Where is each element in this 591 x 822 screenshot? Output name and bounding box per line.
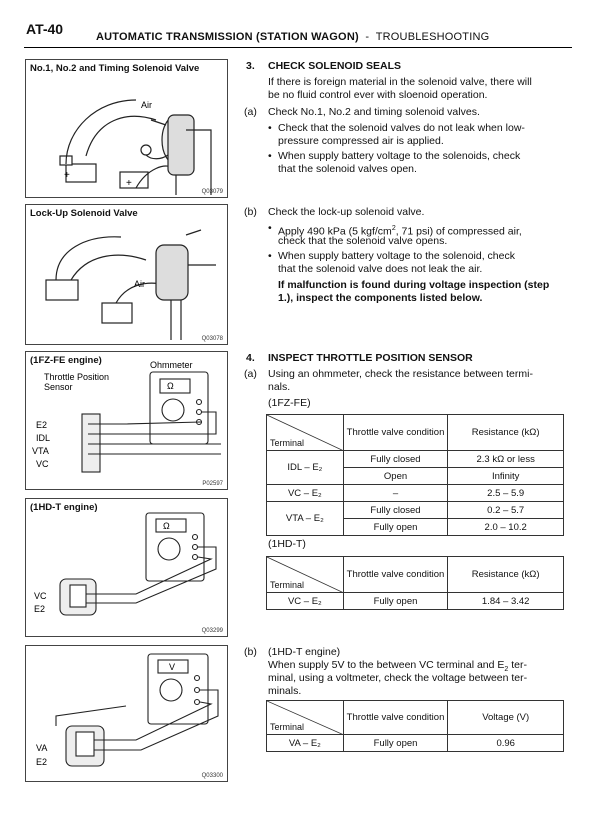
air-label: Air — [134, 279, 145, 289]
table-cell: VC – E₂ — [267, 593, 344, 610]
terminal-header: Terminal — [267, 701, 344, 735]
ohmmeter-1hdt-illustration — [26, 499, 227, 636]
table-cell: Fully open — [343, 593, 448, 610]
resistance-header: Resistance (kΩ) — [448, 415, 564, 451]
figure-code: Q03078 — [201, 336, 223, 342]
table-cell: 0.96 — [448, 735, 564, 752]
page-title — [96, 31, 489, 43]
table-cell: Infinity — [448, 468, 564, 485]
figure-code: Q03079 — [201, 189, 223, 195]
step-b-bullet2-line2: that the solenoid valve does not leak the air. — [278, 263, 483, 275]
figure-code: Q03300 — [201, 773, 223, 779]
table-cell: Fully closed — [343, 451, 448, 468]
section-3-number: 3. — [246, 60, 255, 72]
step-b-text: Check the lock-up solenoid valve. — [268, 206, 425, 218]
voltage-table-1hdt — [266, 700, 564, 752]
condition-header: Throttle valve condition — [343, 701, 448, 735]
step-b-label: (b) — [244, 646, 257, 658]
page-number: AT-40 — [26, 21, 64, 37]
step-a-bullet1-line1: Check that the solenoid valves do not leak when low- — [278, 122, 525, 134]
resistance-table-1hdt — [266, 556, 564, 610]
figure-code: P02597 — [202, 481, 223, 487]
figure-caption: Lock-Up Solenoid Valve — [30, 208, 138, 219]
table-cell: VC – E₂ — [267, 485, 344, 502]
bullet: • — [268, 222, 272, 234]
bullet: • — [268, 250, 272, 262]
table-cell: VA – E₂ — [267, 735, 344, 752]
ohmmeter-illustration — [26, 352, 227, 489]
table-cell: Fully open — [343, 519, 448, 536]
malfunction-note-line1: If malfunction is found during voltage inspection (step — [278, 279, 550, 291]
figure-solenoid-valves — [25, 59, 228, 198]
figure-voltmeter — [25, 645, 228, 782]
section-4-b-line3: minal, using a voltmeter, check the voltage between ter- — [268, 672, 528, 684]
ohmmeter-label: Ohmmeter — [150, 360, 193, 370]
step-a-bullet1-line2: pressure compressed air is applied. — [278, 135, 444, 147]
solenoid-valves-illustration — [26, 60, 227, 197]
figure-1hdt-sensor — [25, 498, 228, 637]
bullet: • — [268, 150, 272, 162]
table-cell: 2.0 – 10.2 — [448, 519, 564, 536]
title-text: AUTOMATIC TRANSMISSION (STATION WAGON) — [96, 31, 359, 43]
step-b-label: (b) — [244, 206, 257, 218]
step-a-bullet2-line1: When supply battery voltage to the solenoids, check — [278, 150, 521, 162]
table-cell: VTA – E₂ — [267, 502, 344, 536]
engine-1fz-label: (1FZ-FE) — [268, 397, 311, 409]
table-cell: 2.5 – 5.9 — [448, 485, 564, 502]
terminal-vc-label: VC — [36, 459, 49, 469]
bullet: • — [268, 122, 272, 134]
step-a-label: (a) — [244, 368, 257, 380]
table-cell: 1.84 – 3.42 — [448, 593, 564, 610]
section-4-a-line1: Using an ohmmeter, check the resistance between termi- — [268, 368, 533, 380]
terminal-idl-label: IDL — [36, 433, 51, 443]
table-cell: 2.3 kΩ or less — [448, 451, 564, 468]
section-3-intro-line2: be no fluid control ever with sloenoid operation. — [268, 89, 488, 101]
table-cell: – — [343, 485, 448, 502]
air-label: Air — [141, 100, 152, 110]
malfunction-note-line2: 1.), inspect the components listed below. — [278, 292, 483, 304]
figure-caption: (1FZ-FE engine) — [30, 355, 102, 366]
section-4-title: INSPECT THROTTLE POSITION SENSOR — [268, 352, 473, 364]
sensor-label-line2: Sensor — [44, 382, 73, 392]
svg-text:Ω: Ω — [163, 521, 170, 531]
section-4-number: 4. — [246, 352, 255, 364]
svg-text:Ω: Ω — [167, 381, 174, 391]
condition-header: Throttle valve condition — [343, 557, 448, 593]
voltmeter-glyph: V — [169, 662, 176, 672]
header-rule — [24, 47, 572, 48]
section-3-intro-line1: If there is foreign material in the solenoid valve, there will — [268, 76, 532, 88]
step-a-text: Check No.1, No.2 and timing solenoid valves. — [268, 106, 480, 118]
engine-1hdt-label: (1HD-T) — [268, 538, 306, 550]
table-cell: Open — [343, 468, 448, 485]
lockup-solenoid-illustration — [26, 205, 227, 344]
figure-caption: (1HD-T engine) — [30, 502, 98, 513]
table-cell: IDL – E₂ — [267, 451, 344, 485]
section-4-a-line2: nals. — [268, 381, 291, 393]
voltage-header: Voltage (V) — [448, 701, 564, 735]
resistance-header: Resistance (kΩ) — [448, 557, 564, 593]
step-b-bullet2-line1: When supply battery voltage to the solenoid, check — [278, 250, 515, 262]
section-4-b-line4: minals. — [268, 685, 302, 697]
table-cell: Fully closed — [343, 502, 448, 519]
title-separator: - — [365, 31, 370, 43]
section-4-b-line2: When supply 5V to the between VC terminal and $E_2$ ter- — [268, 659, 527, 674]
section-3-title: CHECK SOLENOID SEALS — [268, 60, 402, 72]
terminal-e2-label: E2 — [36, 757, 48, 767]
terminal-e2-label: E2 — [34, 604, 46, 614]
terminal-va-label: VA — [36, 743, 48, 753]
table-cell: Fully open — [343, 735, 448, 752]
sensor-label-line1: Throttle Position — [44, 372, 110, 382]
section-4-b-line1: (1HD-T engine) — [268, 646, 341, 658]
terminal-header: Terminal — [267, 415, 344, 451]
terminal-e2-label: E2 — [36, 420, 48, 430]
table-cell: 0.2 – 5.7 — [448, 502, 564, 519]
step-b-bullet1-line2: check that the solenoid valve opens. — [278, 235, 448, 247]
section-name: TROUBLESHOOTING — [375, 31, 490, 43]
voltmeter-illustration — [26, 646, 227, 781]
terminal-vc-label: VC — [34, 591, 47, 601]
step-a-bullet2-line2: that the solenoid valves open. — [278, 163, 417, 175]
figure-code: Q03299 — [201, 628, 223, 634]
condition-header: Throttle valve condition — [343, 415, 448, 451]
svg-text:+: + — [64, 170, 70, 181]
terminal-header: Terminal — [267, 557, 344, 593]
terminal-vta-label: VTA — [32, 446, 49, 456]
step-b-bullet1-line1: Apply 490 kPa (5 kgf/$cm^2$, 71 psi) of compressed air, — [278, 225, 522, 238]
figure-1fz-sensor — [25, 351, 228, 490]
figure-caption: No.1, No.2 and Timing Solenoid Valve — [30, 63, 200, 74]
step-a-label: (a) — [244, 106, 257, 118]
figure-lockup-solenoid — [25, 204, 228, 345]
svg-text:+: + — [126, 178, 132, 189]
resistance-table-1fz — [266, 414, 564, 536]
